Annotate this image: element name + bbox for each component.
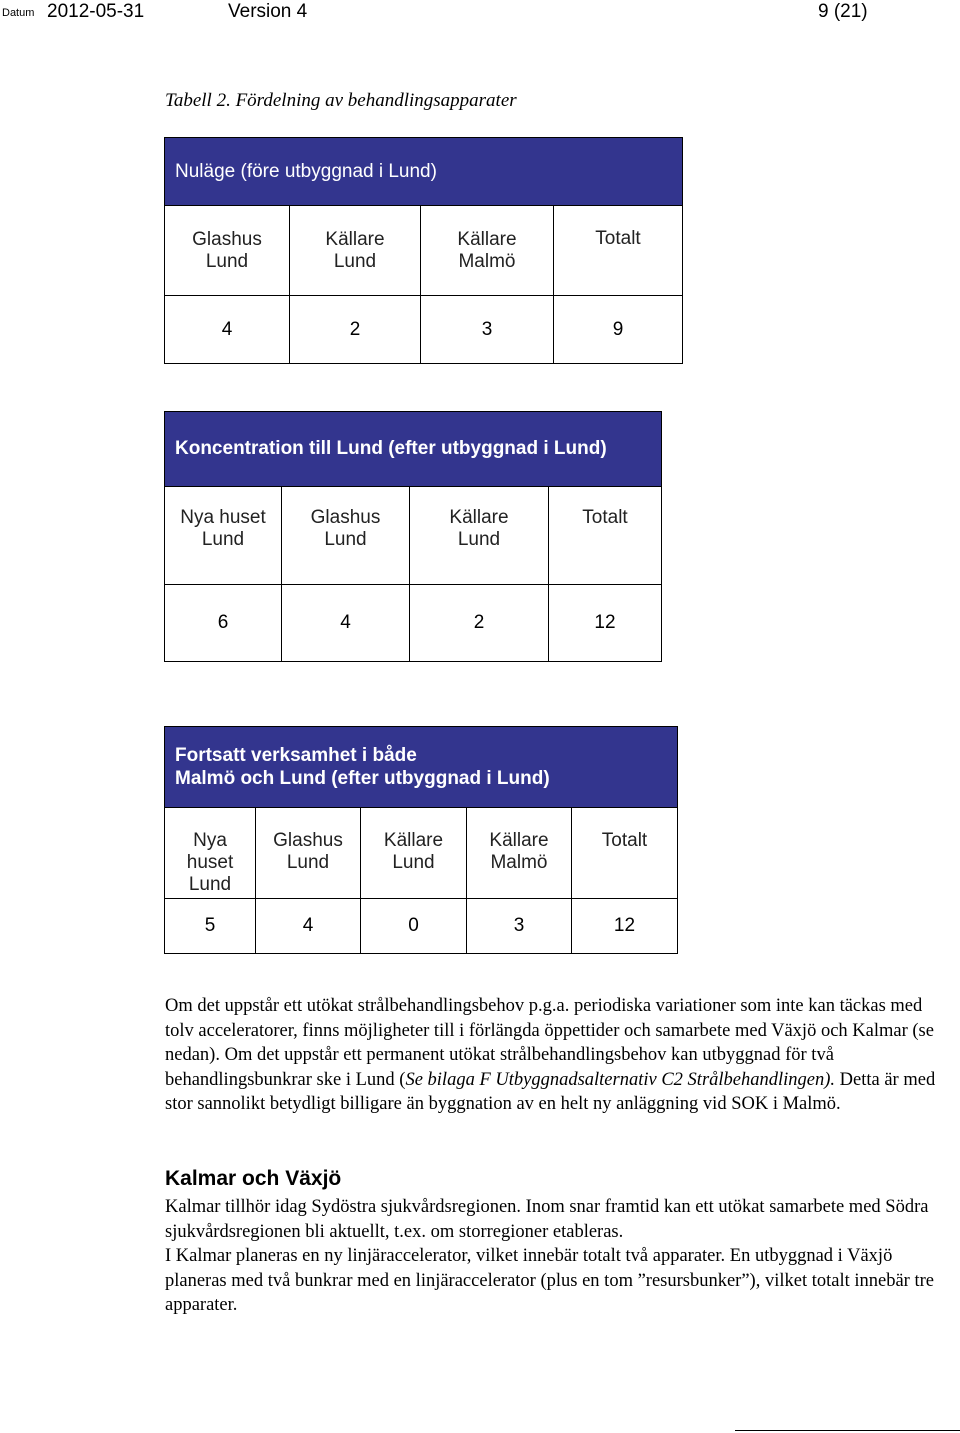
table2-value: 2 [410, 585, 549, 662]
paragraph-kalmar-vaxjo-plans: I Kalmar planeras en ny linjäraccelerator, vilket innebär totalt två apparater. En utbyggnad i Växjö planeras med två bunkrar med en linjäraccelerator (plus en tom ”resursbunker”), vilket totalt innebär tre apparater. [165, 1246, 934, 1315]
paragraph-capacity: Om det uppstår ett utökat strålbehandlingsbehov p.g.a. periodiska variationer som inte kan täckas med tolv acceleratorer, finns möjligheter till i förlängda öppettider och samarbete med Växjö och Kalmar (se nedan). Om det uppstår ett permanent utökat strålbehandlingsbehov kan utbyggnad för två behandlingsbunkrar ske i Lund (Se bilaga F Utbyggnadsalternativ C2 Strålbehandlingen). Detta är med stor sannolikt betydligt billigare än byggnation av en helt ny anläggning vid SOK i Malmö. [165, 996, 936, 1114]
table2-col-header: Totalt [549, 487, 662, 585]
datum-label: Datum [2, 7, 35, 19]
table3-col-header: Nya huset Lund [165, 808, 256, 899]
table2-col-header: Glashus Lund [282, 487, 410, 585]
header-date: 2012-05-31 [47, 1, 145, 22]
table1-value: 2 [290, 296, 421, 364]
appendix-reference: Se bilaga F Utbyggnadsalternativ C2 Strålbehandlingen). [405, 1069, 836, 1090]
table1-col-header: Källare Lund [290, 206, 421, 296]
table3-value: 5 [165, 899, 256, 954]
page-header [0, 0, 960, 24]
header-version: Version 4 [228, 1, 308, 22]
table1-value: 3 [421, 296, 554, 364]
table3-value: 4 [256, 899, 361, 954]
section-heading: Kalmar och Växjö [165, 1167, 342, 1190]
paragraph-kalmar-region: Kalmar tillhör idag Sydöstra sjukvårdsregionen. Inom snar framtid kan ett utökat samarbete med Södra sjukvårdsregionen bli aktuellt, t.ex. om storregioner etableras. [165, 1197, 929, 1242]
table3-value: 12 [572, 899, 678, 954]
table3-col-header: Totalt [572, 808, 678, 899]
table3-value: 3 [467, 899, 572, 954]
table3-col-header: Källare Malmö [467, 808, 572, 899]
table1-col-header: Glashus Lund [165, 206, 290, 296]
table3-value: 0 [361, 899, 467, 954]
table3-col-header: Glashus Lund [256, 808, 361, 899]
table2-col-header: Nya huset Lund [165, 487, 282, 585]
table1-col-header: Källare Malmö [421, 206, 554, 296]
table-continued-operations [164, 726, 678, 954]
table2-title: Koncentration till Lund (efter utbyggnad i Lund) [165, 412, 662, 487]
table-caption: Tabell 2. Fördelning av behandlingsapparater [165, 90, 517, 111]
header-page-number: 9 (21) [818, 1, 868, 22]
table1-value: 4 [165, 296, 290, 364]
table2-value: 12 [549, 585, 662, 662]
table1-title: Nuläge (före utbyggnad i Lund) [165, 138, 683, 206]
table1-value: 9 [554, 296, 683, 364]
table-concentration-lund [164, 411, 662, 662]
table2-value: 6 [165, 585, 282, 662]
table2-col-header: Källare Lund [410, 487, 549, 585]
table1-col-header: Totalt [554, 206, 683, 296]
table2-value: 4 [282, 585, 410, 662]
table3-title: Fortsatt verksamhet i både Malmö och Lund (efter utbyggnad i Lund) [165, 727, 678, 808]
table-current-state [164, 137, 683, 364]
footer-divider [735, 1430, 960, 1431]
table3-col-header: Källare Lund [361, 808, 467, 899]
